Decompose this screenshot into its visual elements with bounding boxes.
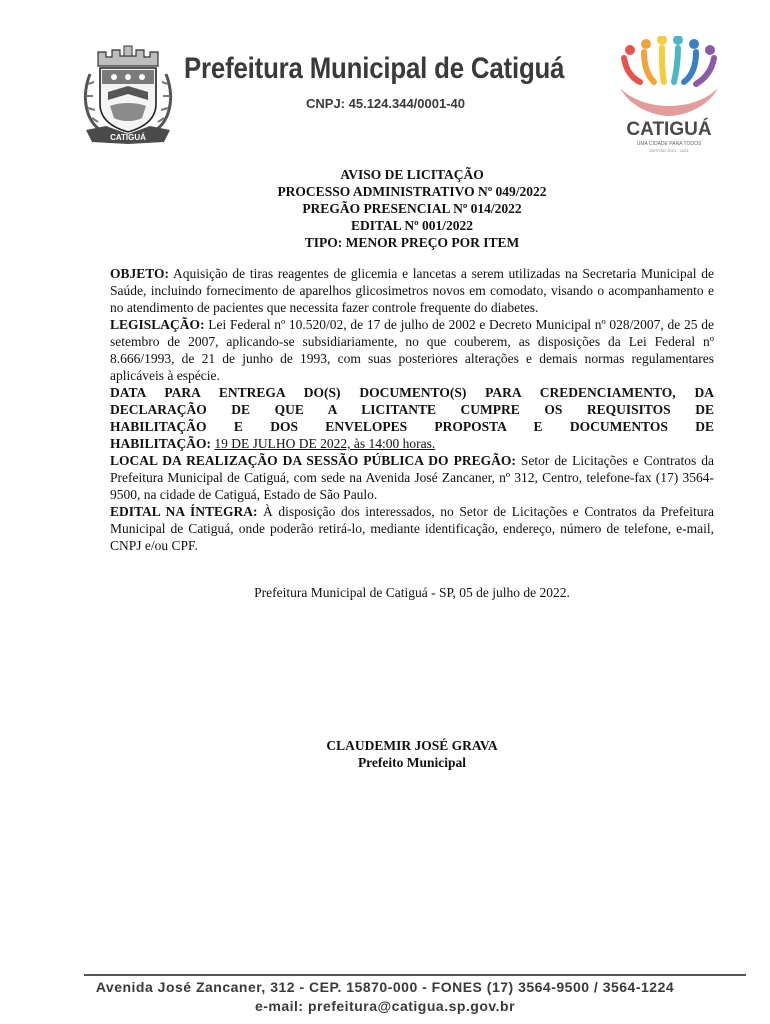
- city-logo-name: CATIGUÁ: [626, 119, 712, 140]
- local-label: LOCAL DA REALIZAÇÃO DA SESSÃO PÚBLICA DO PREGÃO:: [110, 453, 516, 468]
- crest-banner-text: CATIGUÁ: [110, 133, 146, 142]
- edital-paragraph: [110, 503, 714, 554]
- legislacao-paragraph: [110, 316, 714, 384]
- municipal-coat-of-arms-icon: [80, 44, 176, 146]
- notice-titles: [110, 166, 714, 251]
- notice-body: [110, 265, 714, 554]
- signatory-role: Prefeito Municipal: [357, 755, 467, 770]
- city-logo-slogan: UMA CIDADE PARA TODOS: [636, 141, 702, 147]
- objeto-text: Aquisição de tiras reagentes de glicemia e lancetas a serem utilizadas na Secretaria Municipal de Saúde, incluindo fornecimento de aparelhos glicosimetros novos em comodato, visando o acompanhamento e no atendimento de pacientes que necessita fazer controle frequente do diabetes.: [110, 266, 714, 315]
- data-entrega-line-1: DATA PARA ENTREGA DO(S) DOCUMENTO(S) PARA CREDENCIAMENTO, DA: [110, 385, 714, 400]
- local-paragraph: [110, 452, 714, 503]
- letterhead: [0, 0, 770, 160]
- signature-block: [110, 737, 714, 771]
- legislacao-text: Lei Federal nº 10.520/02, de 17 de julho de 2002 e Decreto Municipal nº 028/2007, de 25 de setembro de 2007, aplicando-se subsidiariamente, no que couberem, as disposições da Lei Federal nº 8.666/1993, de 21 de junho de 1993, com suas posteriores alterações e demais normas regulamentares aplicáveis à espécie.: [110, 317, 715, 383]
- city-logo: [612, 36, 726, 156]
- place-and-date: Prefeitura Municipal de Catiguá - SP, 05 de julho de 2022.: [254, 585, 570, 600]
- footer-address: Avenida José Zancaner, 312 - CEP. 15870-000 - FONES (17) 3564-9500 / 3564-1224: [95, 979, 675, 995]
- edital-number: EDITAL Nº 001/2022: [351, 218, 473, 233]
- data-entrega-line-4: [110, 435, 714, 452]
- data-entrega-paragraph: [110, 384, 714, 452]
- data-entrega-line-2: DECLARAÇÃO DE QUE A LICITANTE CUMPRE OS REQUISITOS DE: [110, 402, 714, 417]
- edital-text: À disposição dos interessados, no Setor de Licitações e Contratos da Prefeitura Municipal de Catiguá, onde poderão retirá-lo, mediante identificação, endereço, número de telefone, e-mail, CNPJ e/ou CPF.: [110, 504, 714, 553]
- local-text: Setor de Licitações e Contratos da Prefeitura Municipal de Catiguá, com sede na Avenida José Zancaner, nº 312, Centro, telefone-fax (17) 3564-9500, na cidade de Catiguá, Estado de São Paulo.: [110, 453, 714, 502]
- notice-title: AVISO DE LICITAÇÃO: [340, 167, 484, 182]
- objeto-label: OBJETO:: [110, 266, 170, 281]
- process-number: PROCESSO ADMINISTRATIVO Nº 049/2022: [277, 184, 547, 199]
- data-entrega-value: 19 DE JULHO DE 2022, às 14:00 horas.: [214, 436, 436, 451]
- auction-number: PREGÃO PRESENCIAL Nº 014/2022: [302, 201, 522, 216]
- letterhead-title: Prefeitura Municipal de Catiguá: [184, 52, 565, 85]
- people-hands-logo-icon: [612, 36, 726, 120]
- footer: [40, 978, 730, 1016]
- footer-divider: [84, 974, 746, 976]
- signatory-name: CLAUDEMIR JOSÉ GRAVA: [326, 738, 498, 753]
- bid-type: TIPO: MENOR PREÇO POR ITEM: [304, 235, 520, 250]
- cnpj-label: CNPJ: 45.124.344/0001-40: [306, 96, 466, 111]
- objeto-paragraph: [110, 265, 714, 316]
- data-entrega-label: HABILITAÇÃO:: [110, 436, 212, 451]
- city-logo-years: GESTÃO 2021 - 2024: [649, 148, 689, 153]
- edital-label: EDITAL NA ÍNTEGRA:: [110, 504, 258, 519]
- legislacao-label: LEGISLAÇÃO:: [110, 317, 205, 332]
- data-entrega-line-3: HABILITAÇÃO E DOS ENVELOPES PROPOSTA E DOCUMENTOS DE: [110, 419, 714, 434]
- footer-email: e-mail: prefeitura@catigua.sp.gov.br: [254, 998, 516, 1014]
